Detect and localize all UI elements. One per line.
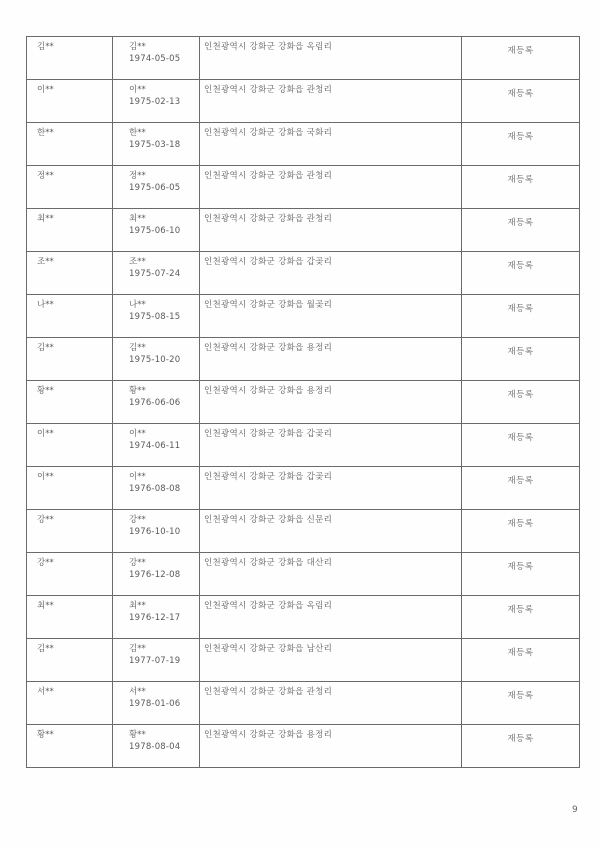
name-date-cell — [113, 639, 200, 682]
name-date-cell — [113, 596, 200, 639]
status: 재등록 — [507, 89, 534, 99]
masked-name-cell — [27, 424, 113, 467]
masked-name: 조** — [37, 257, 54, 267]
name-date-cell — [113, 80, 200, 123]
address: 인천광역시 강화군 강화읍 옥림리 — [204, 42, 333, 52]
masked-name-cell — [27, 596, 113, 639]
name: 조** — [129, 257, 146, 267]
masked-name: 김** — [37, 644, 54, 654]
name: 서** — [129, 687, 146, 697]
address: 인천광역시 강화군 강화읍 남산리 — [204, 644, 333, 654]
table-row — [27, 467, 580, 510]
address-cell — [200, 338, 462, 381]
address: 인천광역시 강화군 강화읍 용정리 — [204, 386, 333, 396]
birth-date: 1976-08-08 — [129, 484, 181, 494]
name: 최** — [129, 214, 146, 224]
birth-date: 1977-07-19 — [129, 656, 181, 666]
name: 정** — [129, 171, 146, 181]
name: 김** — [129, 644, 146, 654]
masked-name-cell — [27, 682, 113, 725]
status: 재등록 — [507, 648, 534, 658]
status-cell — [462, 596, 580, 639]
masked-name: 나** — [37, 300, 54, 310]
address-cell — [200, 80, 462, 123]
address: 인천광역시 강화군 강화읍 관청리 — [204, 171, 333, 181]
address-cell — [200, 725, 462, 768]
status-cell — [462, 295, 580, 338]
address: 인천광역시 강화군 강화읍 국화리 — [204, 128, 333, 138]
table-row — [27, 510, 580, 553]
address-cell — [200, 37, 462, 80]
masked-name: 황** — [37, 730, 54, 740]
name: 나** — [129, 300, 146, 310]
table-row — [27, 381, 580, 424]
birth-date: 1975-08-15 — [129, 312, 181, 322]
name: 김** — [129, 343, 146, 353]
status: 재등록 — [507, 304, 534, 314]
address: 인천광역시 강화군 강화읍 용정리 — [204, 730, 333, 740]
status-cell — [462, 338, 580, 381]
name-date-cell — [113, 166, 200, 209]
name: 최** — [129, 601, 146, 611]
name-date-cell — [113, 553, 200, 596]
status: 재등록 — [507, 218, 534, 228]
address-cell — [200, 467, 462, 510]
birth-date: 1978-08-04 — [129, 742, 181, 752]
masked-name: 최** — [37, 601, 54, 611]
masked-name-cell — [27, 381, 113, 424]
status-cell — [462, 123, 580, 166]
status: 재등록 — [507, 519, 534, 529]
masked-name-cell — [27, 725, 113, 768]
table-row — [27, 424, 580, 467]
status-cell — [462, 510, 580, 553]
address-cell — [200, 424, 462, 467]
name-date-cell — [113, 252, 200, 295]
status-cell — [462, 80, 580, 123]
name-date-cell — [113, 381, 200, 424]
name: 강** — [129, 515, 146, 525]
name-date-cell — [113, 209, 200, 252]
address: 인천광역시 강화군 강화읍 갑곶리 — [204, 429, 333, 439]
birth-date: 1974-05-05 — [129, 54, 181, 64]
masked-name-cell — [27, 80, 113, 123]
table-row — [27, 338, 580, 381]
address-cell — [200, 209, 462, 252]
status: 재등록 — [507, 261, 534, 271]
masked-name-cell — [27, 209, 113, 252]
table-row — [27, 639, 580, 682]
masked-name: 강** — [37, 515, 54, 525]
name: 이** — [129, 85, 146, 95]
masked-name-cell — [27, 252, 113, 295]
table-row — [27, 295, 580, 338]
name-date-cell — [113, 682, 200, 725]
masked-name: 강** — [37, 558, 54, 568]
address-cell — [200, 553, 462, 596]
name: 이** — [129, 472, 146, 482]
status-cell — [462, 467, 580, 510]
status-cell — [462, 209, 580, 252]
address-cell — [200, 639, 462, 682]
status: 재등록 — [507, 562, 534, 572]
status: 재등록 — [507, 347, 534, 357]
registration-table — [26, 36, 580, 768]
masked-name: 이** — [37, 429, 54, 439]
masked-name-cell — [27, 467, 113, 510]
table-row — [27, 166, 580, 209]
status: 재등록 — [507, 175, 534, 185]
status-cell — [462, 682, 580, 725]
birth-date: 1975-02-13 — [129, 97, 181, 107]
table-row — [27, 80, 580, 123]
address: 인천광역시 강화군 강화읍 용정리 — [204, 343, 333, 353]
birth-date: 1976-06-06 — [129, 398, 181, 408]
status-cell — [462, 381, 580, 424]
birth-date: 1975-03-18 — [129, 140, 181, 150]
table-row — [27, 123, 580, 166]
masked-name-cell — [27, 338, 113, 381]
address-cell — [200, 123, 462, 166]
birth-date: 1978-01-06 — [129, 699, 181, 709]
name: 김** — [129, 42, 146, 52]
name: 황** — [129, 386, 146, 396]
birth-date: 1975-06-05 — [129, 183, 181, 193]
address-cell — [200, 252, 462, 295]
masked-name-cell — [27, 295, 113, 338]
status: 재등록 — [507, 476, 534, 486]
address: 인천광역시 강화군 강화읍 관청리 — [204, 687, 333, 697]
name-date-cell — [113, 37, 200, 80]
name-date-cell — [113, 510, 200, 553]
table-row — [27, 252, 580, 295]
name-date-cell — [113, 424, 200, 467]
masked-name: 정** — [37, 171, 54, 181]
masked-name: 서** — [37, 687, 54, 697]
birth-date: 1975-10-20 — [129, 355, 181, 365]
masked-name-cell — [27, 166, 113, 209]
name: 황** — [129, 730, 146, 740]
table-row — [27, 682, 580, 725]
status: 재등록 — [507, 132, 534, 142]
address-cell — [200, 166, 462, 209]
address: 인천광역시 강화군 강화읍 관청리 — [204, 214, 333, 224]
address: 인천광역시 강화군 강화읍 신문리 — [204, 515, 333, 525]
name-date-cell — [113, 123, 200, 166]
address: 인천광역시 강화군 강화읍 옥림리 — [204, 601, 333, 611]
birth-date: 1974-06-11 — [129, 441, 181, 451]
masked-name: 황** — [37, 386, 54, 396]
masked-name-cell — [27, 510, 113, 553]
address-cell — [200, 682, 462, 725]
birth-date: 1976-12-17 — [129, 613, 181, 623]
masked-name: 김** — [37, 42, 54, 52]
status-cell — [462, 424, 580, 467]
address-cell — [200, 596, 462, 639]
address: 인천광역시 강화군 강화읍 관청리 — [204, 85, 333, 95]
address-cell — [200, 510, 462, 553]
birth-date: 1975-06-10 — [129, 226, 181, 236]
address: 인천광역시 강화군 강화읍 대산리 — [204, 558, 333, 568]
name: 이** — [129, 429, 146, 439]
masked-name: 이** — [37, 85, 54, 95]
name: 한** — [129, 128, 146, 138]
status-cell — [462, 166, 580, 209]
masked-name: 한** — [37, 128, 54, 138]
birth-date: 1976-12-08 — [129, 570, 181, 580]
status-cell — [462, 725, 580, 768]
registration-table-body — [27, 37, 580, 768]
status: 재등록 — [507, 433, 534, 443]
address-cell — [200, 381, 462, 424]
name-date-cell — [113, 295, 200, 338]
birth-date: 1976-10-10 — [129, 527, 181, 537]
name-date-cell — [113, 725, 200, 768]
status: 재등록 — [507, 734, 534, 744]
status: 재등록 — [507, 605, 534, 615]
name-date-cell — [113, 338, 200, 381]
status: 재등록 — [507, 691, 534, 701]
table-row — [27, 209, 580, 252]
address: 인천광역시 강화군 강화읍 갑곶리 — [204, 257, 333, 267]
page-number: 9 — [572, 805, 578, 815]
status-cell — [462, 37, 580, 80]
masked-name-cell — [27, 123, 113, 166]
address: 인천광역시 강화군 강화읍 월곶리 — [204, 300, 333, 310]
table-row — [27, 596, 580, 639]
masked-name-cell — [27, 37, 113, 80]
table-row — [27, 37, 580, 80]
status-cell — [462, 252, 580, 295]
birth-date: 1975-07-24 — [129, 269, 181, 279]
address: 인천광역시 강화군 강화읍 갑곶리 — [204, 472, 333, 482]
table-row — [27, 553, 580, 596]
status: 재등록 — [507, 46, 534, 56]
masked-name: 최** — [37, 214, 54, 224]
name-date-cell — [113, 467, 200, 510]
masked-name-cell — [27, 639, 113, 682]
masked-name: 이** — [37, 472, 54, 482]
status: 재등록 — [507, 390, 534, 400]
address-cell — [200, 295, 462, 338]
masked-name-cell — [27, 553, 113, 596]
masked-name: 김** — [37, 343, 54, 353]
status-cell — [462, 553, 580, 596]
name: 강** — [129, 558, 146, 568]
status-cell — [462, 639, 580, 682]
table-row — [27, 725, 580, 768]
